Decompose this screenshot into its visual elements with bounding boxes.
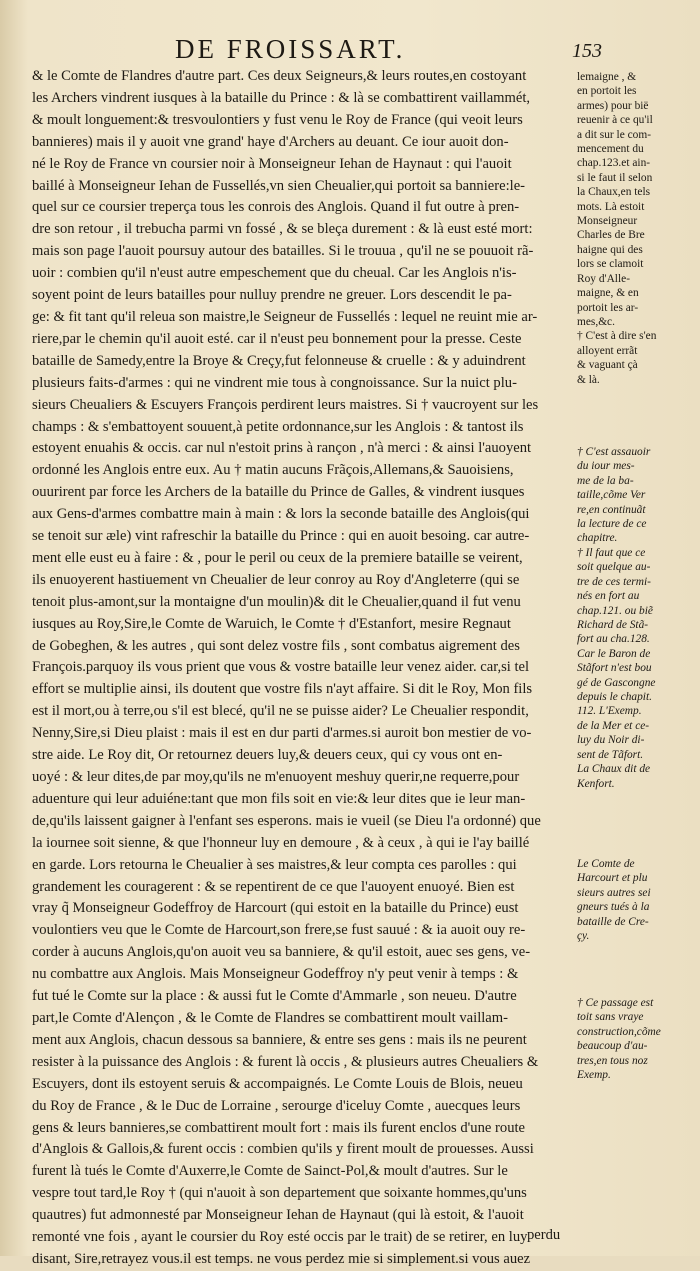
margin-note-line: Charles de Bre <box>577 229 645 242</box>
margin-note-line: la lecture de ce <box>577 518 647 531</box>
margin-note-line: me de la ba- <box>577 474 634 487</box>
margin-note-line: du iour mes- <box>577 460 635 473</box>
text-line: est il mort,ou à terre,ou s'il est blecé, qu'il ne se puisse aider? Le Cheualier respondit, <box>32 703 529 720</box>
margin-note-line: 112. L'Exemp. <box>577 705 642 718</box>
margin-note-line: toit sans vraye <box>577 1011 644 1024</box>
margin-note-line: La Chaux dit de <box>577 763 651 776</box>
text-line: ils enuoyerent hastiuement vn Cheualier de leur conroy au Roy d'Angleterre (qui se <box>32 571 520 588</box>
text-line: stre aide. Le Roy dit, Or retournez deuers luy,& deuers ceux, qui cy vous ont en- <box>32 747 503 764</box>
margin-note-line: tres,en tous noz <box>577 1054 648 1067</box>
text-line: d'Anglois & Gallois,& furent occis : combien qu'ils y firent moult de prouesses. Aussi <box>32 1141 534 1158</box>
text-line: riere,par le chemin qu'il auoit esté. car il n'eust peu bonnement pour la presse. Ceste <box>32 330 522 347</box>
margin-note-line: luy du Noir di- <box>577 734 645 747</box>
running-title: DE FROISSART. <box>175 34 406 64</box>
margin-note-line: Roy d'Alle- <box>577 272 630 285</box>
margin-note-line: bataille de Cre- <box>577 915 649 928</box>
margin-note-line: alloyent errãt <box>577 344 638 357</box>
margin-note-line: mots. Là estoit <box>577 200 645 213</box>
margin-note-line: chap.121. ou biẽ <box>577 604 653 617</box>
margin-note-line: çy. <box>577 930 590 943</box>
margin-note-line: en portoit les <box>577 85 637 98</box>
text-line: uoyé : & leur dites,de par moy,qu'ils ne m'enuoyent meshuy querir,ne requerre,pour <box>32 769 520 785</box>
text-line: tenoit plus-amont,sur la montaigne d'un moulin)& dit le Cheualier,quand il fut venu <box>32 593 521 610</box>
text-line: vespre tout tard,le Roy † (qui n'auoit à son departement que soixante hommes,qu'uns <box>32 1185 527 1202</box>
margin-note-line: sieurs autres sei <box>577 886 651 899</box>
margin-note-line: Harcourt et plu <box>577 872 648 885</box>
text-line: disant, Sire,retrayez vous.il est temps. ne vous perdez mie si simplement.si vous auez <box>32 1250 531 1267</box>
text-line: nu combattre aux Anglois. Mais Monseigneur Godeffroy n'y peut venir à temps : & <box>32 966 519 983</box>
text-line: en garde. Lors retourna le Cheualier à ses maistres,& leur compta ces parolles : qui <box>32 856 517 873</box>
text-line: resister à la puissance des Anglois : & furent là occis , & plusieurs autres Cheualiers & <box>32 1053 539 1070</box>
text-line: grandement les couragerent : & se repentirent de ce que l'auoyent enuoyé. Bien est <box>32 878 515 895</box>
text-line: soyent point de leurs batailles pour nulluy prendre ne greuer. Lors descendit le pa- <box>32 287 512 304</box>
text-line: Escuyers, dont ils estoyent seruis & accompaignés. Le Comte Louis de Blois, neueu <box>32 1075 523 1092</box>
margin-note-line: gneurs tués à la <box>577 901 650 914</box>
margin-note-line: a dit sur le com- <box>577 128 652 141</box>
text-line: ordonné les Anglois entre eux. Au † matin aucuns Frãçois,Allemans,& Sauoisiens, <box>32 462 514 479</box>
margin-note-line: taille,cõme Ver <box>577 489 646 502</box>
margin-note-line: lemaigne , & <box>577 71 637 83</box>
margin-note-line: armes) pour bië <box>577 99 649 112</box>
margin-note-line: soit quelque au- <box>577 561 651 574</box>
text-line: aux Gens-d'armes combattre main à main : & lors la seconde bataille des Anglois(qui <box>32 506 530 523</box>
text-line: iusques au Roy,Sire,le Comte de Waruich, le Comte † d'Estanfort, mesire Regnaut <box>32 615 511 632</box>
margin-note-line: gé de Gascongne <box>577 676 656 689</box>
margin-note-line: la Chaux,en tels <box>577 186 651 199</box>
margin-note-line: tre de ces termi- <box>577 575 651 588</box>
text-line: bataille de Samedy,entre la Broye & Creçy,fut felonneuse & cruelle : & y aduindrent <box>32 352 526 369</box>
margin-note-line: haigne qui des <box>577 243 643 256</box>
margin-note-line: si le faut il selon <box>577 171 653 184</box>
margin-note-line: Le Comte de <box>577 858 635 870</box>
margin-note-line: Stãfort n'est bou <box>577 662 652 675</box>
text-line: effort se multiplie ainsi, ils doutent que vostre fils n'ayt affaire. Si dit le Roy, Mon fils <box>32 681 533 698</box>
text-line: & moult longuement:& tresvoulontiers y fust venu le Roy de France (qui veoit leurs <box>32 111 523 128</box>
text-line: vray q̃ Monseigneur Godeffroy de Harcourt (qui estoit en la bataille du Prince) eust <box>32 900 519 917</box>
text-line: quautres) fut admonnesté par Monseigneur Iehan de Haynaut (qui là estoit, & l'auoit <box>32 1207 524 1224</box>
text-line: voulontiers veu que le Comte de Harcourt,son frere,se fust sauué : & ia auoit ouy re- <box>32 922 526 939</box>
text-line: ouurirent par force les Archers de la bataille du Prince de Galles, & vindrent iusques <box>32 484 525 501</box>
margin-note-line: fort au cha.128. <box>577 633 650 646</box>
text-line: baillé à Monseigneur Iehan de Fussellés,vn sien Cheualier,qui portoit sa banniere:le- <box>32 177 526 194</box>
margin-note-line: Richard de Stã- <box>577 619 649 632</box>
margin-note-line: & là. <box>577 373 600 386</box>
margin-note-line: depuis le chapit. <box>577 691 652 704</box>
text-line: aduenture qui leur aduiéne:tant que mon fils soit en vie:& leur dites que ie leur man- <box>32 790 526 807</box>
text-line: du Roy de France , & le Duc de Lorraine , serourge d'iceluy Comte , auecques leurs <box>32 1097 521 1114</box>
margin-note <box>577 546 689 791</box>
margin-note-line: nés en fort au <box>577 590 640 603</box>
margin-note-line: chap.123.et ain- <box>577 157 651 170</box>
text-line: François.parquoy ils vous prient que vous & vostre bataille leur venez aider. car,si tel <box>32 659 530 676</box>
margin-note-line: mes,&c. <box>577 315 615 328</box>
text-line: uoir : combien qu'il n'eust autre empeschement que du cheual. Car les Anglois n'is- <box>32 265 517 282</box>
margin-note-line: mencement du <box>577 143 644 156</box>
text-line: les Archers vindrent iusques à la bataille du Prince : & là se combattirent vaillammét, <box>32 89 531 106</box>
catchword: perdu <box>527 1227 561 1243</box>
text-line: furent là tués le Comte d'Auxerre,le Comte de Sainct-Pol,& moult d'autres. Sur le <box>32 1163 508 1180</box>
text-line: gens & leurs bannieres,se combattirent moult fort : mais ils furent enclos d'une route <box>32 1119 526 1136</box>
text-line: & le Comte de Flandres d'autre part. Ces deux Seigneurs,& leurs routes,en costoyant <box>32 68 527 84</box>
margin-note-line: de la Mer et ce- <box>577 719 650 732</box>
text-line: né le Roy de France vn coursier noir à Monseigneur Iehan de Haynaut : qui l'auoit <box>32 155 512 172</box>
margin-note-line: sent de Tãfort. <box>577 748 644 761</box>
margin-note-line: Monseigneur <box>577 215 638 228</box>
margin-note-line: reuenir à ce qu'il <box>577 114 653 127</box>
margin-note-line: lors se clamoit <box>577 258 644 271</box>
text-line: ge: & fit tant qu'il releua son maistre,le Seigneur de Fussellés : lequel ne reuint mie ar- <box>32 308 538 325</box>
margin-note-line: beaucoup d'au- <box>577 1040 648 1053</box>
page-number: 153 <box>572 40 602 62</box>
margin-note-line: † Ce passage est <box>577 997 654 1009</box>
text-line: ment elle eust eu à faire : & , pour le peril ou ceux de la premiere bataille se veirent, <box>32 549 523 566</box>
text-line: la iournee soit sienne, & que l'honneur luy en demoure , & à ceux , à qui ie l'ay baillé <box>32 834 530 851</box>
margin-note-line: † C'est assauoir <box>577 446 651 458</box>
margin-note-line: re,en continuãt <box>577 503 646 516</box>
text-line: corder à aucuns Anglois,qu'on auoit veu sa banniere, & qu'il estoit, auec ses gens, ve- <box>32 944 531 961</box>
text-line: bannieres) mais il y auoit vne grand' haye d'Archers au deuant. Ce iour auoit don- <box>32 133 509 150</box>
margin-note <box>577 857 689 943</box>
margin-note <box>577 445 689 546</box>
text-line: ment aux Anglois, chacun dessous sa banniere, & entre ses gens : mais ils ne peurent <box>32 1031 527 1048</box>
margin-note-line: chapitre. <box>577 532 618 545</box>
margin-note-line: Car le Baron de <box>577 647 651 660</box>
margin-note <box>577 70 689 387</box>
text-line: fut tué le Comte sur la place : & aussi fut le Comte d'Ammarle , son neueu. D'autre <box>32 988 517 1005</box>
text-line: se tenoit sur æle) vint rafreschir la bataille du Prince : qui en auoit besoing. car autre- <box>32 528 530 545</box>
main-text-column <box>32 66 570 1271</box>
text-line: mais son page l'auoit poursuy autour des batailles. Si le trouua , qu'il ne se pouuoit rã- <box>32 243 534 260</box>
text-line: de Gobeghen, & les autres , qui sont delez vostre fils , sont combatus aigrement des <box>32 637 520 654</box>
text-line: plusieurs faits-d'armes : qui ne vindrent mie tous à congnoissance. Sur la nuict plu- <box>32 374 517 391</box>
text-line: quel sur ce coursier treperça tous les conrois des Anglois. Quand il fut outre à pren- <box>32 199 520 216</box>
margin-note <box>577 996 689 1082</box>
text-line: de,qu'ils laissent gaigner à l'enfant ses esperons. mais ie vueil (se Dieu l'a ordonné) que <box>32 812 541 829</box>
margin-note-line: † Il faut que ce <box>577 547 646 559</box>
margin-note-line: & vaguant çà <box>577 359 638 372</box>
text-line: champs : & s'embattoyent souuent,à petite ordonnance,sur les Anglois : & tantost ils <box>32 418 524 435</box>
text-line: part,le Comte d'Alençon , & le Comte de Flandres se combattirent moult vaillam- <box>32 1009 508 1026</box>
margin-note-line: construction,cõme <box>577 1025 661 1038</box>
margin-note-line: portoit les ar- <box>577 301 639 314</box>
margin-note-line: maigne, & en <box>577 287 639 300</box>
margin-note-line: Exemp. <box>577 1069 611 1082</box>
margin-note-line: † C'est à dire s'en <box>577 330 657 343</box>
margin-note-line: Kenfort. <box>577 777 615 790</box>
text-line: dre son retour , il trebucha parmi vn fossé , & se bleça durement : & là eust esté mort: <box>32 221 533 238</box>
text-line: sieurs Cheualiers & Escuyers François perdirent leurs maistres. Si † vaucroyent sur les <box>32 396 539 413</box>
text-line: estoyent enuahis & occis. car nul n'estoit prins à rançon , n'à merci : & ainsi l'auoyent <box>32 440 532 457</box>
text-line: Nenny,Sire,si Dieu plaist : mais il est en dur parti d'armes.si auroit bon mestier de vo- <box>32 725 532 742</box>
text-line: remonté vne fois , ayant le coursier du Roy esté occis par le trait) de se retirer, en luy <box>32 1229 528 1246</box>
